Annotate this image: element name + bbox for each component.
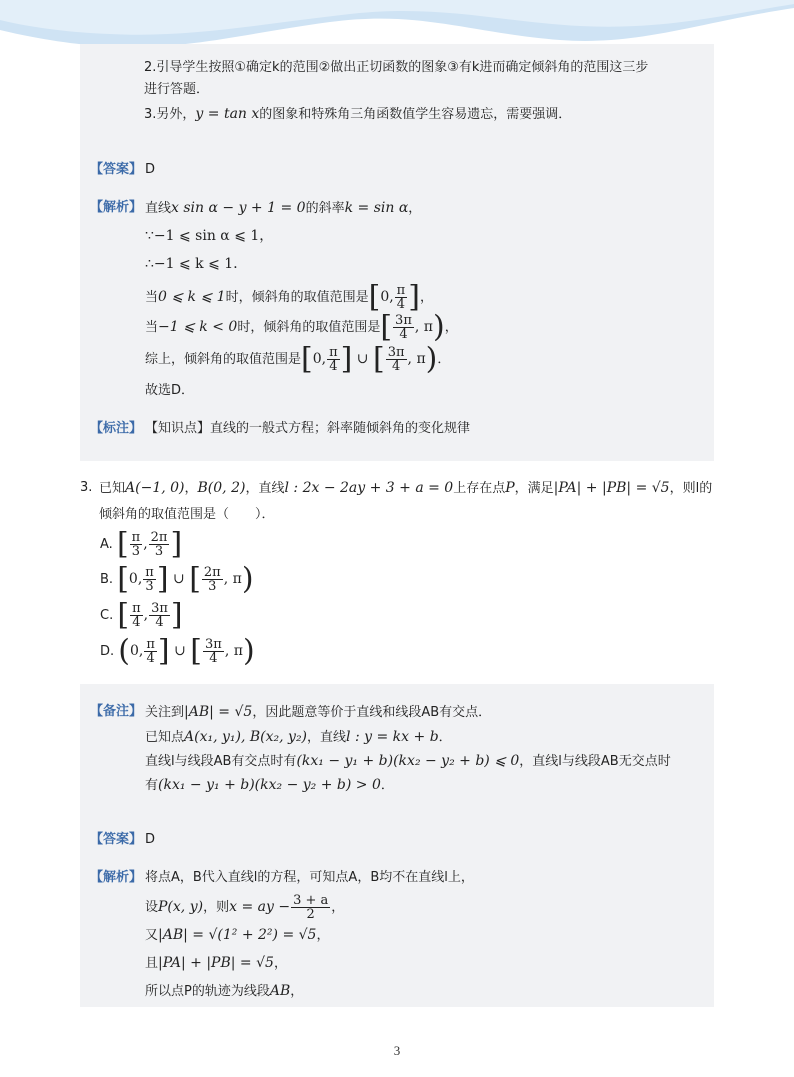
question-number: 3. [80, 480, 93, 495]
answer-tag: 【答案】 [90, 162, 143, 177]
analysis-line-3: ∴−1 ⩽ k ⩽ 1． [145, 256, 248, 272]
answer2-value: D [145, 832, 156, 847]
remark-tag: 【标注】 [90, 421, 143, 436]
page-number: 3 [393, 1043, 401, 1058]
note-line-3: 3.另外，y = tan x的图象和特殊角三角函数值学生容易遗忘，需要强调． [144, 106, 572, 122]
note2-line-1: 关注到|AB| = √5，因此题意等价于直线和线段AB有交点． [145, 704, 492, 720]
question-stem-line-2: 倾斜角的取值范围是（ ）． [99, 507, 275, 522]
analysis-line-2: ∵−1 ⩽ sin α ⩽ 1， [145, 228, 274, 244]
note2-line-2: 已知点A(x₁, y₁), B(x₂, y₂)，直线l : y = kx + b． [145, 729, 452, 745]
analysis-line-5: 当−1 ⩽ k < 0时，倾斜角的取值范围是[ $\frac{3\pi}{4}$ , π)， [145, 309, 458, 345]
analysis-tag: 【解析】 [90, 200, 143, 215]
option-b[interactable]: B. [0, $\frac{\pi}{3}$ ] ∪ [ $\frac{2\pi}{3}$ , π) [100, 561, 254, 597]
option-d[interactable]: D. (0, $\frac{\pi}{4}$ ] ∪ [ $\frac{3\pi}{4}$ , π) [100, 633, 255, 669]
remark-text: 【知识点】直线的一般式方程；斜率随倾斜角的变化规律 [145, 421, 471, 436]
option-c[interactable]: C. [ $\frac{\pi}{4}$ , $\frac{3\pi}{4}$ ] [100, 597, 183, 633]
analysis-line-6: 综上，倾斜角的取值范围是[0, $\frac{\pi}{4}$ ] ∪ [ $\frac{3\pi}{4}$ , π)． [145, 341, 451, 377]
note2-line-3: 直线l与线段AB有交点时有(kx₁ − y₁ + b)(kx₂ − y₂ + b) ⩽ 0，直线l与线段AB无交点时 [145, 753, 671, 769]
analysis-line-4: 当0 ⩽ k ⩽ 1时，倾斜角的取值范围是[0, $\frac{\pi}{4}$ ]， [145, 279, 433, 315]
analysis2-tag: 【解析】 [90, 870, 143, 885]
analysis2-line-4: 且|PA| + |PB| = √5， [145, 955, 287, 971]
answer2-tag: 【答案】 [90, 832, 143, 847]
option-a[interactable]: A. [ $\frac{\pi}{3}$ , $\frac{2\pi}{3}$ ] [100, 526, 183, 562]
analysis-line-1: 直线x sin α − y + 1 = 0的斜率k = sin α， [145, 200, 422, 216]
note-tag: 【备注】 [90, 704, 143, 719]
answer-value: D [145, 162, 156, 177]
note2-line-4: 有(kx₁ − y₁ + b)(kx₂ − y₂ + b) > 0． [145, 777, 394, 793]
analysis2-line-1: 将点A，B代入直线l的方程，可知点A，B均不在直线l上， [145, 870, 474, 885]
analysis2-line-2: 设P(x, y)，则x = ay − $\frac{3 + a}{2}$ ， [145, 893, 345, 922]
analysis2-line-5: 所以点P的轨迹为线段AB， [145, 983, 304, 999]
question-stem-line-1: 已知A(−1, 0)，B(0, 2)，直线l : 2x − 2ay + 3 + a = 0上存在点P，满足|PA| + |PB| = √5，则l的 [99, 480, 713, 496]
note-line-2: 进行答题． [144, 82, 210, 97]
analysis2-line-3: 又|AB| = √(1² + 2²) = √5， [145, 927, 330, 943]
analysis-line-7: 故选D． [145, 383, 195, 398]
note-line-1: 2.引导学生按照①确定k的范围②做出正切函数的图象③有k进而确定倾斜角的范围这三步 [144, 60, 649, 75]
